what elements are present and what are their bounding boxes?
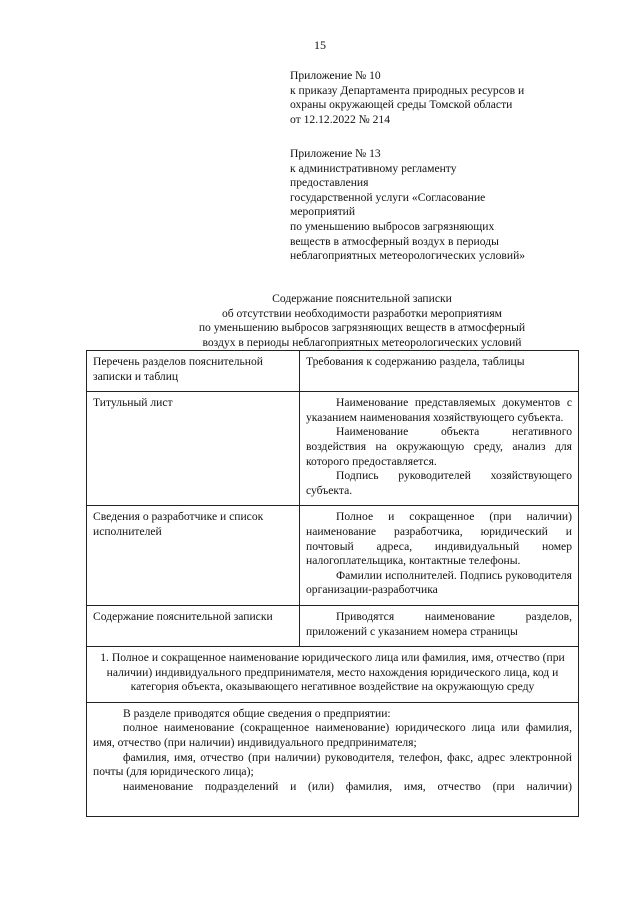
table-row — [87, 506, 579, 606]
document-title — [86, 292, 638, 350]
requirement-paragraph: Наименование объекта негативного воздействия на окружающую среду, анализ для которого предоставляется. — [306, 425, 572, 468]
page-number: 15 — [314, 38, 326, 52]
title-line: об отсутствии необходимости разработки мероприятиям — [221, 306, 503, 320]
requirements-table — [86, 350, 579, 817]
section-1-heading: 1. Полное и сокращенное наименование юридического лица или фамилия, имя, отчество (при наличии) индивидуального предпринимателя, место нахождения юридического лица, код и категория объекта, оказывающего негативное воздействие на окружающую среду — [87, 647, 579, 703]
requirements-cell — [300, 392, 579, 506]
appendix-line: охраны окружающей среды Томской области — [290, 98, 513, 112]
requirement-paragraph: Подпись руководителей хозяйствующего субъекта. — [306, 469, 572, 497]
table-row — [87, 392, 579, 506]
section-1-body — [87, 702, 579, 816]
table-row — [87, 605, 579, 646]
requirement-paragraph: Полное и сокращенное (при наличии) наименование разработчика, юридический и почтовый адреса, индивидуальный номер налогоплательщика, контактные телефоны. — [306, 510, 572, 568]
appendix-line: государственной услуги «Согласование — [290, 190, 486, 204]
title-line: воздух в периоды неблагоприятных метеорологических условий — [202, 335, 522, 349]
requirements-cell — [300, 506, 579, 606]
appendix-10-header — [290, 69, 590, 127]
section-title-page: Титульный лист — [87, 392, 300, 506]
header-requirements: Требования к содержанию раздела, таблицы — [300, 351, 579, 392]
body-paragraph: наименование подразделений и (или) фамилия, имя, отчество (при наличии) — [123, 779, 572, 793]
section-developer-info: Сведения о разработчике и список исполнителей — [87, 506, 300, 606]
section-body-row — [87, 702, 579, 816]
body-paragraph: полное наименование (сокращенное наименование) юридического лица или фамилия, имя, отчество (при наличии) индивидуального предпринимателя; — [93, 721, 572, 750]
appendix-line: к административному регламенту — [290, 161, 457, 175]
requirement-paragraph: Фамилии исполнителей. Подпись руководителя организации-разработчика — [306, 568, 572, 597]
header-sections: Перечень разделов пояснительной записки и таблиц — [87, 351, 300, 392]
body-paragraph: фамилия, имя, отчество (при наличии) руководителя, телефон, факс, адрес электронной почты (для юридического лица); — [93, 750, 572, 779]
title-line: по уменьшению выбросов загрязняющих веществ в атмосферный — [198, 321, 526, 335]
appendix-line: мероприятий — [290, 205, 356, 219]
title-line: Содержание пояснительной записки — [272, 292, 452, 305]
appendix-line: Приложение № 13 — [290, 147, 381, 160]
appendix-line: к приказу Департамента природных ресурсов и — [290, 83, 525, 97]
requirements-cell — [300, 605, 579, 646]
requirement-paragraph: Приводятся наименование разделов, приложений с указанием номера страницы — [306, 609, 572, 638]
requirement-paragraph: Наименование представляемых документов с указанием наименования хозяйствующего субъекта. — [306, 396, 572, 424]
appendix-line: от 12.12.2022 № 214 — [290, 112, 391, 126]
body-paragraph: В разделе приводятся общие сведения о предприятии: — [123, 706, 391, 720]
appendix-line: предоставления — [290, 176, 369, 190]
appendix-13-header — [290, 147, 590, 264]
appendix-line: Приложение № 10 — [290, 69, 381, 82]
section-heading-row — [87, 647, 579, 703]
table-header-row — [87, 351, 579, 392]
section-contents: Содержание пояснительной записки — [87, 605, 300, 646]
appendix-line: веществ в атмосферный воздух в периоды — [290, 234, 499, 248]
appendix-line: неблагоприятных метеорологических условий» — [290, 249, 526, 263]
appendix-line: по уменьшению выбросов загрязняющих — [290, 219, 495, 233]
